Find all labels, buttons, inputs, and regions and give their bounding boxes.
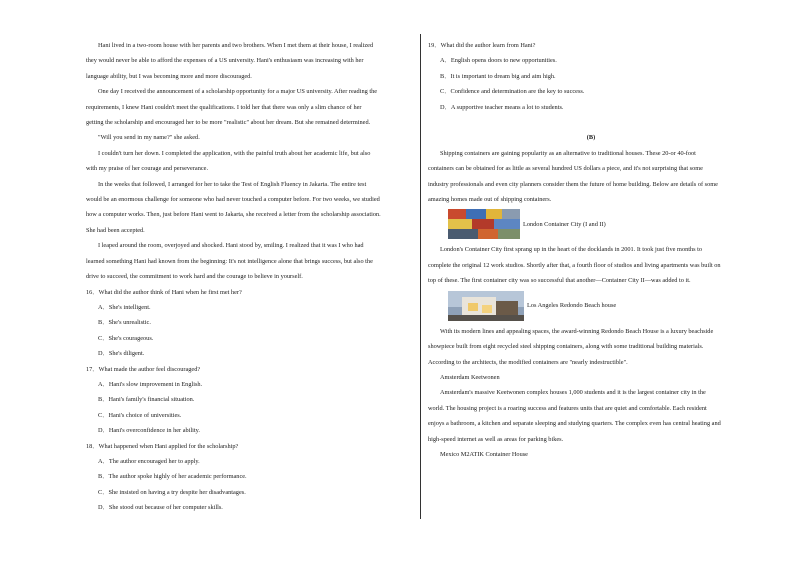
figure-caption: London Container City (I and II) (523, 220, 606, 228)
text-line: Amsterdam's massive Keetwonen complex houses 1,000 students and it is the largest container city in the (440, 389, 706, 397)
question-stem: 17．What made the author feel discouraged? (86, 365, 201, 373)
answer-option[interactable]: D．Hani's overconfidence in her ability. (98, 427, 200, 435)
text-line: containers can be obtained for as little as several hundred US dollars a piece, and it's not surprising that some (428, 165, 703, 173)
passage-paragraph-6 (86, 238, 414, 284)
amsterdam-paragraph (428, 385, 754, 447)
answer-option[interactable]: A．Hani's slow improvement in English. (98, 380, 203, 388)
answer-option[interactable]: A．English opens doors to new opportunities. (440, 57, 557, 65)
passage-paragraph-4 (86, 146, 414, 177)
text-line: language ability, but I was becoming more and more discouraged. (86, 72, 252, 80)
text-line: complete the original 12 work studios. Shortly after that, a fourth floor of studios and living apartments was built on (428, 261, 721, 269)
answer-option[interactable]: B．Hani's family's financial situation. (98, 396, 195, 404)
text-line: requirements, I knew Hani couldn't meet the qualifications. I told her that there was only a slim chance of her (86, 103, 362, 111)
figure-redondo (448, 291, 754, 321)
passage-paragraph-1 (86, 38, 414, 84)
text-line: enjoys a bathroom, a kitchen and separate sleeping and studying quarters. The complex even has central heating and (428, 420, 721, 428)
text-line: She had been accepted. (86, 226, 145, 234)
text-line: drive to succeed, the commitment to work hard and the courage to believe in yourself. (86, 273, 303, 281)
text-line: would be an enormous challenge for someone who had never touched a computer before. For two weeks, we studied (86, 196, 380, 204)
answer-option[interactable]: D．She stood out because of her computer skills. (98, 504, 223, 512)
answer-option[interactable]: D．A supportive teacher means a lot to students. (440, 103, 564, 111)
text-line: how a computer works. Then, just before Hani went to Jakarta, she received a letter from the scholarship association. (86, 211, 381, 219)
text-line: with my praise of her courage and perseverance. (86, 165, 209, 173)
answer-option[interactable]: C．She insisted on having a try despite her disadvantages. (98, 488, 246, 496)
passage-paragraph-3 (86, 130, 414, 145)
answer-option[interactable]: C．Hani's choice of universities. (98, 411, 182, 419)
text-line: London's Container City first sprang up in the heart of the docklands in 2001. It took just five months to (440, 246, 703, 254)
answer-option[interactable]: B．The author spoke highly of her academic performance. (98, 473, 247, 481)
left-column (86, 38, 414, 516)
answer-option[interactable]: A．The author encouraged her to apply. (98, 457, 200, 465)
answer-option[interactable]: D．She's diligent. (98, 350, 145, 358)
text-line: With its modern lines and appealing spaces, the award-winning Redondo Beach House is a luxury beachside (440, 327, 714, 335)
figure-caption: Los Angeles Redondo Beach house (527, 301, 617, 309)
text-line: I couldn't turn her down. I completed the application, with the painful truth about her academic life, but also (98, 149, 371, 157)
figure-london (448, 209, 754, 239)
text-line: According to the architects, the modified containers are "nearly indestructible". (428, 358, 628, 366)
london-paragraph (428, 242, 754, 288)
redondo-paragraph (428, 324, 754, 370)
answer-option[interactable]: C．She's courageous. (98, 334, 154, 342)
text-line: world. The housing project is a roaring success and features units that are quiet and comfortable. Each resident (428, 404, 707, 412)
passage-paragraph-5 (86, 177, 414, 239)
text-line: One day I received the announcement of a scholarship opportunity for a major US university. After reading the (98, 88, 378, 96)
text-line: top of these. The first container city was so successful that another—Container City II—was added to it. (428, 277, 691, 285)
right-column (428, 38, 754, 462)
text-line: they would never be able to afford the expenses of a US university. Hani's enthusiasm was increasing with her (86, 57, 364, 65)
text-line: Hani lived in a two-room house with her parents and two brothers. When I met them at their house, I realized (98, 42, 374, 49)
answer-option[interactable]: C．Confidence and determination are the key to success. (440, 88, 585, 96)
question-19 (428, 38, 754, 115)
answer-option[interactable]: B．She's unrealistic. (98, 319, 151, 327)
question-17 (86, 362, 414, 439)
passage-paragraph-2 (86, 84, 414, 130)
text-line: high-speed internet as well as areas for parking bikes. (428, 435, 564, 443)
answer-option[interactable]: B．It is important to dream big and aim high. (440, 72, 556, 80)
question-16 (86, 285, 414, 362)
question-stem: 19．What did the author learn from Hani? (428, 42, 536, 49)
question-18 (86, 439, 414, 516)
text-line: In the weeks that followed, I arranged for her to take the Test of English Fluency in Jakarta. The entire test (98, 180, 367, 188)
section-title: Mexico M2ATIK Container House (440, 450, 528, 458)
text-line: showpiece built from eight recycled steel shipping containers, along with some traditional building materials. (428, 343, 704, 351)
text-line: "Will you send in my name?" she asked. (98, 134, 200, 142)
text-line: getting the scholarship and encouraged her to be more "realistic" about her dream. But she remained determined. (86, 119, 371, 127)
section-title: Amsterdam Keetwonen (440, 373, 500, 381)
text-line: I leaped around the room, overjoyed and shocked. Hani stood by, smiling. I realized that it was I who had (98, 242, 364, 250)
intro-paragraph (428, 146, 754, 208)
redondo-beach-house-photo (448, 291, 524, 321)
column-divider (420, 34, 421, 519)
question-stem: 16．What did the author think of Hani when he first met her? (86, 288, 242, 296)
text-line: Shipping containers are gaining popularity as an alternative to traditional houses. These 20-or 40-foot (440, 149, 696, 157)
london-container-city-photo (448, 209, 520, 239)
text-line: industry professionals and even city planners consider them the future of home building. Below are details of some (428, 180, 718, 188)
answer-option[interactable]: A．She's intelligent. (98, 303, 151, 311)
text-line: amazing homes made out of shipping containers. (428, 196, 552, 204)
section-label: (B) (586, 134, 596, 142)
question-stem: 18．What happened when Hani applied for the scholarship? (86, 442, 239, 450)
text-line: learned something Hani had known from the beginning: It's not intelligence alone that brings success, but also the (86, 257, 373, 265)
